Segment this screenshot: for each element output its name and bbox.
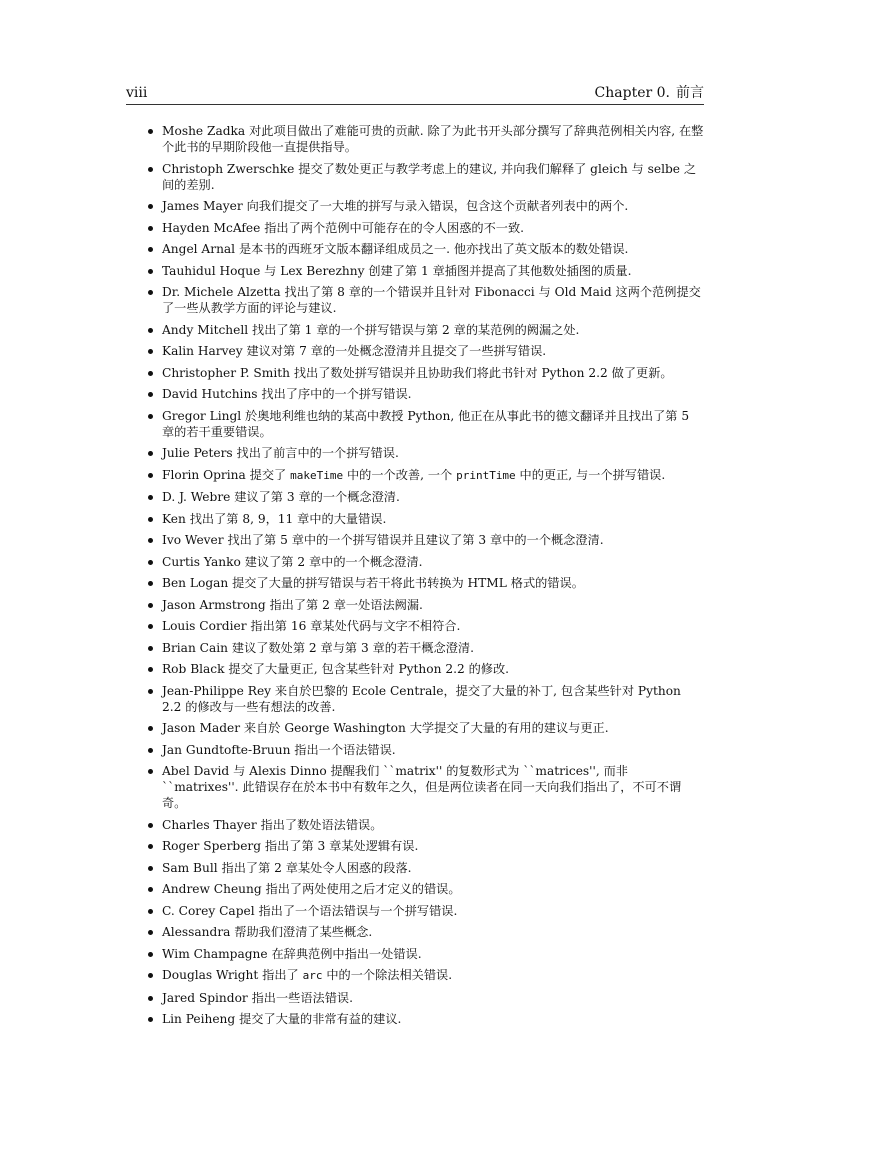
item-text: C. Corey Capel 指出了一个语法错误与一个拼写错误.	[162, 903, 458, 918]
list-item	[126, 881, 704, 897]
list-item	[126, 386, 704, 402]
item-text: Jason Mader 来自於 George Washington 大学提交了大量的有用的建议与更正.	[162, 721, 609, 735]
list-item	[126, 817, 704, 833]
list-item	[126, 967, 704, 984]
list-item	[126, 1011, 704, 1027]
item-text: Kalin Harvey 建议对第 7 章的一处概念澄清并且提交了一些拼写错误.	[162, 344, 547, 358]
item-text: Andy Mitchell 找出了第 1 章的一个拼写错误与第 2 章的某范例的阙漏之处.	[162, 322, 580, 337]
item-text: Moshe Zadka 对此项目做出了难能可贵的贡献. 除了为此书开头部分撰写了辞典范例相关内容, 在整个此书的早期阶段他一直提供指导。	[162, 124, 704, 154]
item-text: Julie Peters 找出了前言中的一个拼写错误.	[162, 446, 399, 460]
item-text: Curtis Yanko 建议了第 2 章中的一个概念澄清.	[162, 554, 423, 569]
item-text: Brian Cain 建议了数处第 2 章与第 3 章的若干概念澄清.	[162, 640, 474, 655]
item-text: Jan Gundtofte-Bruun 指出一个语法错误.	[162, 742, 396, 757]
item-text: 中的一个改善, 一个	[343, 467, 457, 482]
item-text: Douglas Wright 指出了	[162, 968, 303, 982]
item-text: Ben Logan 提交了大量的拼写错误与若干将此书转换为 HTML 格式的错误。	[162, 576, 584, 590]
list-item	[126, 511, 704, 527]
item-text: Tauhidul Hoque 与 Lex Berezhny 创建了第 1 章插图并提高了其他数处插图的质量.	[162, 263, 632, 278]
list-item	[126, 946, 704, 962]
item-text: David Hutchins 找出了序中的一个拼写错误.	[162, 387, 412, 401]
inline-code: arc	[302, 969, 323, 982]
list-item	[126, 742, 704, 758]
chapter-title: 前言	[676, 85, 704, 101]
chapter-heading	[595, 84, 704, 102]
list-item	[126, 720, 704, 736]
list-item	[126, 903, 704, 919]
item-text: Angel Arnal 是本书的西班牙文版本翻译组成员之一. 他亦找出了英文版本的数处错误.	[162, 242, 629, 256]
list-item	[126, 575, 704, 591]
item-text: Dr. Michele Alzetta 找出了第 8 章的一个错误并且针对 Fibonacci 与 Old Maid 这两个范例提交了一些从教学方面的评论与建议.	[162, 285, 701, 315]
page-number: viii	[126, 85, 148, 101]
item-text: 中的更正, 与一个拼写错误.	[515, 467, 666, 482]
item-text: Lin Peiheng 提交了大量的非常有益的建议.	[162, 1012, 402, 1026]
item-text: Sam Bull 指出了第 2 章某处令人困惑的段落.	[162, 860, 412, 875]
list-item	[126, 618, 704, 634]
list-item	[126, 990, 704, 1006]
item-text: Abel David 与 Alexis Dinno 提醒我们 ``matrix'' 的复数形式为 ``matrices'', 而非 ``matrixes''. 此错误存在於本书中有数年之久，但是两位读者在同一天向我们指出了，不可不谓奇。	[162, 764, 682, 810]
item-text: Jean-Philippe Rey 来自於巴黎的 Ecole Centrale，提交了大量的补丁, 包含某些针对 Python 2.2 的修改与一些有想法的改善.	[162, 683, 681, 714]
list-item	[126, 640, 704, 656]
running-header	[126, 84, 704, 105]
list-item	[126, 489, 704, 505]
list-item	[126, 365, 704, 381]
list-item	[126, 661, 704, 677]
item-text: D. J. Webre 建议了第 3 章的一个概念澄清.	[162, 490, 400, 504]
item-text: Hayden McAfee 指出了两个范例中可能存在的令人困惑的不一致.	[162, 220, 525, 235]
item-text: Wim Champagne 在辞典范例中指出一处错误.	[162, 946, 422, 961]
item-text: Florin Oprina 提交了	[162, 467, 291, 482]
list-item	[126, 343, 704, 359]
list-item	[126, 597, 704, 613]
list-item	[126, 467, 704, 484]
item-text: James Mayer 向我们提交了一大堆的拼写与录入错误，包含这个贡献者列表中的两个.	[162, 199, 629, 213]
item-text: Rob Black 提交了大量更正, 包含某些针对 Python 2.2 的修改.	[162, 662, 510, 676]
list-item	[126, 554, 704, 570]
item-text: Alessandra 帮助我们澄清了某些概念.	[162, 925, 373, 939]
list-item	[126, 838, 704, 854]
list-item	[126, 220, 704, 236]
inline-code: makeTime	[290, 468, 344, 482]
list-item	[126, 198, 704, 214]
item-text: Louis Cordier 指出第 16 章某处代码与文字不相符合.	[162, 619, 461, 633]
list-item	[126, 408, 704, 440]
list-item	[126, 860, 704, 876]
item-text: Christoph Zwerschke 提交了数处更正与教学考虑上的建议, 并向我们解释了 gleich 与 selbe 之间的差别.	[162, 161, 697, 192]
list-item	[126, 924, 704, 940]
item-text: Ivo Wever 找出了第 5 章中的一个拼写错误并且建议了第 3 章中的一个概念澄清.	[162, 533, 604, 547]
item-text: Charles Thayer 指出了数处语法错误。	[162, 817, 383, 832]
list-item	[126, 284, 704, 316]
list-item	[126, 161, 704, 193]
list-item	[126, 532, 704, 548]
list-item	[126, 241, 704, 257]
chapter-label: Chapter 0.	[594, 85, 670, 101]
list-item	[126, 123, 704, 155]
list-item	[126, 763, 704, 811]
list-item	[126, 263, 704, 279]
item-text: Ken 找出了第 8, 9，11 章中的大量错误.	[162, 511, 387, 526]
item-text: Roger Sperberg 指出了第 3 章某处逻辑有误.	[162, 839, 419, 853]
list-item	[126, 322, 704, 338]
item-text: Jared Spindor 指出一些语法错误.	[162, 990, 353, 1005]
item-text: Gregor Lingl 於奥地利维也纳的某高中教授 Python, 他正在从事此书的德文翻译并且找出了第 5 章的若干重要错误。	[162, 408, 690, 439]
list-item	[126, 445, 704, 461]
item-text: Andrew Cheung 指出了两处使用之后才定义的错误。	[162, 882, 461, 896]
item-text: Jason Armstrong 指出了第 2 章一处语法阙漏.	[162, 597, 423, 612]
inline-code: printTime	[456, 468, 516, 482]
item-text: 中的一个除法相关错误.	[322, 968, 453, 982]
contributor-list	[126, 123, 704, 1027]
list-item	[126, 683, 704, 715]
document-page	[126, 84, 704, 1033]
item-text: Christopher P. Smith 找出了数处拼写错误并且协助我们将此书针对 Python 2.2 做了更新。	[162, 365, 673, 380]
